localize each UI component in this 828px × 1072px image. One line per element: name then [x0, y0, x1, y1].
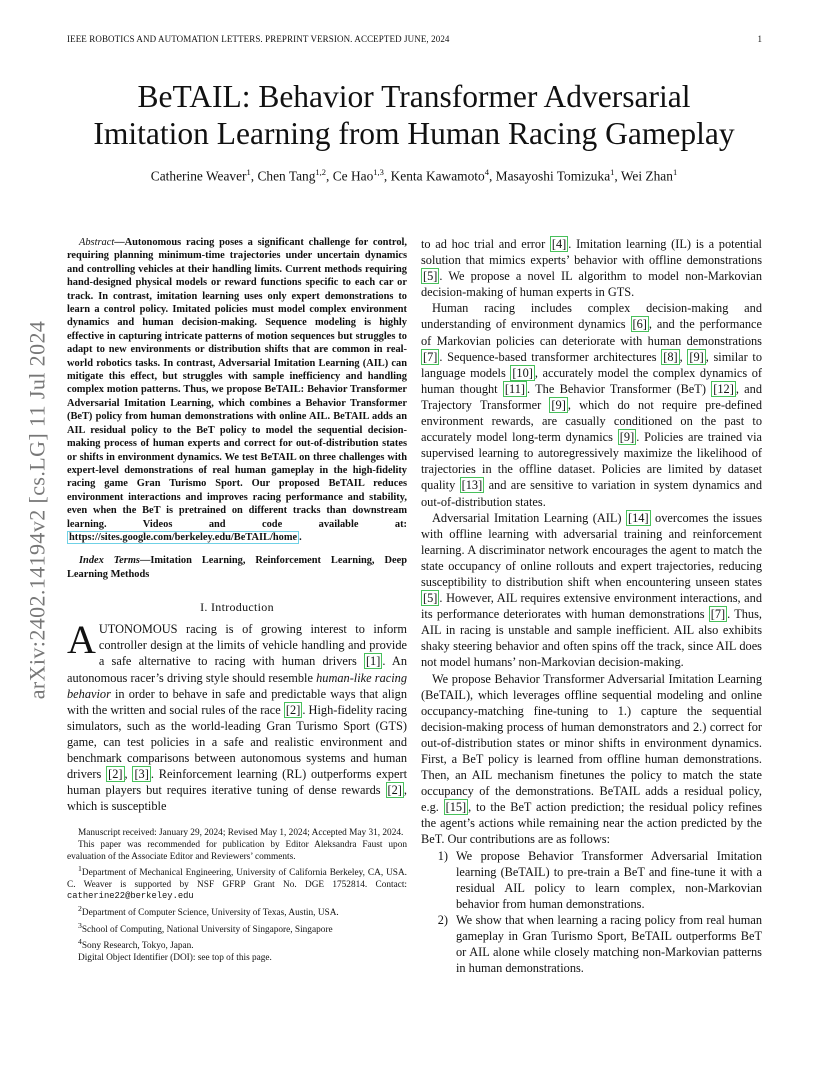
text-run: racing is of growing interest to inform controller design at the limits of vehicle handling and provide a safe alternative to racing with human drivers [98, 622, 407, 669]
list-number: 2) [437, 912, 448, 927]
list-item [421, 912, 762, 976]
author-affiliation: 1,2 [315, 167, 327, 177]
text-run: . However, AIL requires extensive environment interactions, and its performance deteriorates with human demonstrations [421, 591, 762, 622]
citation-link[interactable]: [2] [108, 767, 123, 782]
emphasis-text: human-like racing behavior [67, 670, 408, 701]
abstract-label: Abstract [79, 237, 115, 248]
author-affiliation: 1 [610, 167, 615, 177]
footnote-affiliation-1 [67, 863, 407, 903]
abstract [67, 236, 407, 544]
text-run: , to the BeT action prediction; the residual policy refines the agent’s actions while remaining near the action predicted by the BeT. Our contributions are as follows: [421, 800, 762, 847]
text-run: , which is susceptible [67, 783, 407, 814]
page-number: 1 [757, 34, 762, 44]
contact-email[interactable]: catherine22@berkeley.edu [67, 891, 194, 902]
arxiv-stamp-text: arXiv:2402.14194v2 [cs.LG] 11 Jul 2024 [24, 320, 50, 700]
abstract-text: —Autonomous racing poses a significant challenge for control, requiring planning minimum-time trajectories under uncertain dynamics and controlling vehicles at their handling limits. Current methods requiring hand-designed physical models or reward functions specific to each car or track. In contrast, imitation learning uses only expert demonstrations to learn a control policy. Imitated policies must model complex environment dynamics and human decision-making. Sequence modeling is highly effective in capturing intricate patterns of motion sequences but struggles to adapt to new environments or distribution shifts that are common in real-world robotics tasks. In contrast, Adversarial Imitation Learning (AIL) can mitigate this effect, but struggles with sample inefficiency and handling complex motion patterns. Thus, we propose BeTAIL: Behavior Transformer Adversarial Imitation Learning, which combines a Behavior Transformer (BeT) policy from human demonstrations with online AIL. BeTAIL adds an AIL residual policy to the BeT policy to model the sequential decision-making process of human experts and correct for out-of-distribution states or shifts in environment dynamics. We test BeTAIL on three challenges with expert-level demonstrations of real human gameplay in the high-fidelity racing game Gran Turismo Sport. Our proposed BeTAIL reduces environment interactions and improves racing performance and stability, even when the BeT is pretrained on different tracks than downstream learning. Videos and code available at: [67, 237, 407, 530]
text-run: , [124, 767, 133, 782]
footnote-doi: Digital Object Identifier (DOI): see top of this page. [78, 953, 272, 964]
citation-link[interactable]: [12] [713, 381, 734, 396]
citation-link[interactable]: [3] [134, 767, 149, 782]
citation-link[interactable]: [9] [689, 349, 704, 364]
citation-link[interactable]: [8] [663, 349, 678, 364]
footnote-text: School of Computing, National University of Singapore, Singapore [81, 924, 333, 935]
intro-smallcaps: UTONOMOUS [98, 622, 178, 637]
text-run: , similar to language models [421, 349, 762, 380]
citation-link[interactable]: [2] [285, 702, 301, 717]
author-affiliation: 1 [246, 167, 251, 177]
left-column [67, 236, 407, 965]
footnote-recommended: This paper was recommended for publication by Editor Aleksandra Faust upon evaluation of the Associate Editor and Reviewers’ comments. [67, 839, 407, 862]
list-text: We propose Behavior Transformer Adversarial Imitation learning (BeTAIL) to pre-train a BeT and fine-tune it with a residual AIL policy to learn complex, non-Markovian behavior from human demonstrations. [456, 848, 762, 911]
footnote-text: Sony Research, Tokyo, Japan. [81, 941, 194, 952]
citation-link[interactable]: [7] [710, 607, 726, 622]
author-name: Ce Hao [332, 168, 374, 184]
footnote-affiliation-3 [67, 920, 407, 937]
text-run: . Thus, AIL in racing is unstable and sample inefficient. AIL also exhibits shaky steering behavior and often spins off the track, since AIL does not model humans’ non-Markovian decision-making. [421, 607, 762, 670]
footnote-mark: 1 [78, 864, 82, 874]
body-paragraph [421, 300, 762, 509]
author-name: Wei Zhan [620, 168, 673, 184]
text-run: . Policies are trained via supervised learning to autoregressively maximize the likelihood of trajectories in the offline dataset. Policies are limited by dataset quality [421, 430, 763, 493]
intro-paragraph [67, 617, 408, 814]
text-run: , and the performance of Markovian policies can deteriorate with human demonstrations [421, 317, 762, 348]
citation-link[interactable]: [1] [365, 654, 381, 669]
citation-link[interactable]: [6] [632, 317, 647, 332]
citation-link[interactable]: [14] [628, 510, 649, 525]
citation-link[interactable]: [5] [423, 591, 438, 606]
body-paragraph [421, 236, 762, 300]
citation-link[interactable]: [5] [423, 269, 438, 284]
footnote-text: Department of Computer Science, University of Texas, Austin, USA. [81, 908, 339, 919]
title-line-2: Imitation Learning from Human Racing Gameplay [93, 116, 735, 151]
author-name: Chen Tang [257, 168, 316, 184]
citation-link[interactable]: [9] [619, 430, 635, 445]
body-paragraph [421, 671, 762, 848]
text-run: , accurately model the complex dynamics of human thought [421, 365, 762, 396]
index-terms-label: Index Terms [79, 555, 140, 567]
text-run: and are sensitive to variation in system dynamics and out-of-distribution states. [421, 478, 762, 509]
paper-title [60, 78, 768, 152]
running-head: IEEE ROBOTICS AND AUTOMATION LETTERS. PREPRINT VERSION. ACCEPTED JUNE, 2024 [67, 34, 450, 44]
index-terms-text: —Imitation Learning, Reinforcement Learning, Deep Learning Methods [67, 555, 407, 580]
footnote-received: Manuscript received: January 29, 2024; Revised May 1, 2024; Accepted May 31, 2024. [78, 828, 404, 839]
text-run: overcomes the issues with offline learning with adversarial training and reinforcement learning. A discriminator network encourages the agent to match the state occupancy of online rollouts and expert trajectories, reducing susceptibility to distribution shift when encountering unseen states [421, 510, 763, 589]
text-run: , and Trajectory Transformer [421, 381, 763, 412]
text-run: in order to behave in safe and predictable ways that align with the written and social rules of the race [67, 686, 407, 717]
arxiv-stamp [10, 300, 64, 720]
author-name: Masayoshi Tomizuka [495, 168, 611, 184]
title-line-1: BeTAIL: Behavior Transformer Adversarial [137, 79, 691, 114]
author-list: Catherine Weaver$^1$, Chen Tang$^{1,2}$, Ce Hao$^{1,3}$, Kenta Kawamoto$^4$, Masayoshi Tomizuka$^1$, Wei Zhan$^1$ [150, 167, 678, 184]
citation-link[interactable]: [4] [551, 237, 567, 251]
drop-cap: A [67, 617, 96, 663]
citation-link[interactable]: [7] [423, 349, 438, 364]
author-name: Kenta Kawamoto [390, 168, 485, 184]
footnotes [67, 828, 407, 964]
section-heading-introduction: I. Introduction [200, 600, 274, 615]
text-run: . We propose a novel IL algorithm to model non-Markovian decision-making of human experts in GTS. [421, 269, 762, 300]
citation-link[interactable]: [10] [512, 365, 533, 380]
footnote-mark: 3 [78, 920, 82, 930]
author-name: Catherine Weaver [150, 168, 247, 184]
right-column [421, 236, 762, 976]
text-run: Human racing includes complex decision-making and understanding of environment dynamics [421, 301, 762, 332]
text-run: , [679, 349, 688, 364]
footnote-affiliation-4 [67, 936, 407, 953]
author-affiliation: 4 [484, 167, 489, 177]
text-run: . Sequence-based transformer architectures [439, 349, 662, 364]
citation-link[interactable]: [13] [461, 478, 483, 493]
text-run: . High-fidelity racing simulators, such as the world-leading Gran Turismo Sport (GTS) game, can test policies in a safe and realistic environment and benchmark comparisons between autonomous systems and human drivers [67, 702, 407, 782]
list-text: We show that when learning a racing policy from real human gameplay in Gran Turismo Sport, BeTAIL outperforms BeT or AIL alone while closely matching non-Markovian patterns in human demonstrations. [456, 912, 762, 976]
body-paragraph [421, 510, 762, 671]
citation-link[interactable]: [9] [551, 397, 566, 412]
text-run: . Imitation learning (IL) is a potential solution that mimics experts’ behavior with offline demonstrations [421, 237, 762, 268]
list-item [421, 848, 762, 912]
abstract-end: . [299, 531, 302, 543]
list-number: 1) [437, 848, 448, 863]
text-run: We propose Behavior Transformer Adversarial Imitation Learning (BeTAIL), which leverages offline sequential modeling and online occupancy-matching fine-tuning to 1.) capture the sequential decision-making process of human demonstrators and 2.) correct for out-of-distribution states or minor shifts in environment dynamics. First, a BeT policy is learned from offline human demonstrations. Then, an AIL mechanism finetunes the policy to match the state occupancy of the demonstrations. BeTAIL adds a residual policy, e.g. [421, 671, 762, 815]
text-run: . An autonomous racer’s driving style should resemble [67, 654, 408, 685]
project-link[interactable]: https://sites.google.com/berkeley.edu/BeTAIL/home [69, 531, 298, 543]
footnote-mark: 2 [78, 904, 82, 914]
text-run: . Reinforcement learning (RL) outperforms expert human players but requires iterative tuning of dense rewards [67, 767, 407, 798]
citation-link[interactable]: [15] [445, 800, 467, 815]
text-run: to ad hoc trial and error [421, 237, 550, 251]
author-affiliation: 1 [672, 167, 678, 177]
footnote-mark: 4 [78, 937, 82, 947]
author-affiliation: 1,3 [373, 167, 384, 177]
text-run: , which do not require pre-defined environment rewards, are casually conditioned on the past to accurately model long-term dynamics [421, 397, 763, 445]
index-terms [67, 554, 407, 581]
text-run: . The Behavior Transformer (BeT) [527, 381, 712, 396]
citation-link[interactable]: [11] [504, 381, 525, 396]
footnote-text: Department of Mechanical Engineering, University of California Berkeley, CA, USA. C. Weaver is supported by NSF GFRP Grant No. DGE 1752814. Contact: [67, 868, 407, 890]
footnote-affiliation-2 [67, 903, 407, 920]
contributions-list [421, 848, 762, 977]
text-run: Adversarial Imitation Learning (AIL) [432, 510, 627, 525]
citation-link[interactable]: [2] [387, 783, 402, 798]
